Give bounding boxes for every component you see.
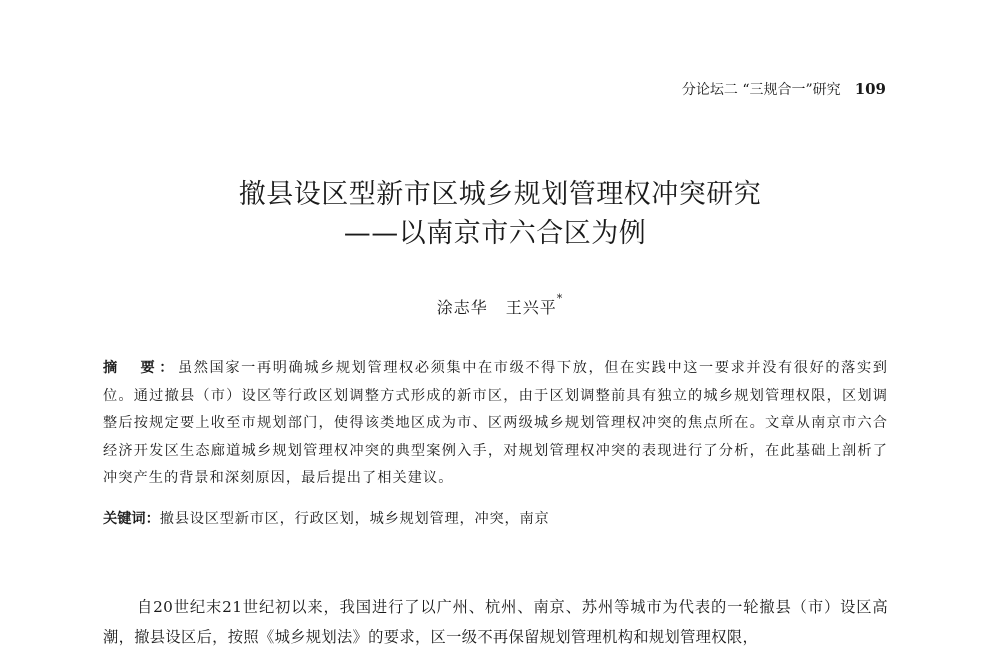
abstract-text: 虽然国家一再明确城乡规划管理权必须集中在市级不得下放，但在实践中这一要求并没有很好的落实到位。通过撤县（市）设区等行政区划调整方式形成的新市区，由于区划调整前具有独立的城乡规划管理权限，区划调整后按规定要上收至市规划部门，使得该类地区成为市、区两级城乡规划管理权冲突的焦点所在。文章从南京市六合经济开发区生态廊道城乡规划管理权冲突的典型案例入手，对规划管理权冲突的表现进行了分析，在此基础上剖析了冲突产生的背景和深刻原因，最后提出了相关建议。 [103,360,888,486]
author-name: 涂志华 [436,298,488,317]
running-head [682,79,886,99]
author-line [0,292,1000,318]
paper-title: 撤县设区型新市区城乡规划管理权冲突研究 [238,179,762,210]
keywords-label: 关键词： [103,511,160,527]
title-block [0,176,1000,254]
author-footnote-mark: * [556,292,564,305]
page-number: 109 [854,80,886,98]
keywords-text: 撤县设区型新市区，行政区划，城乡规划管理，冲突，南京 [159,511,550,527]
paper-subtitle: ——以南京市六合区为例 [343,218,647,249]
body-paragraph: 自20世纪末21世纪初以来，我国进行了以广州、杭州、南京、苏州等城市为代表的一轮撤县（市）设区高潮，撤县设区后，按照《城乡规划法》的要求，区一级不再保留规划管理机构和规划管理权限， [103,598,888,646]
keywords [103,506,888,533]
abstract-label: 摘 要： [103,360,178,376]
running-head-section: 分论坛二 “三规合一”研究 [681,82,841,98]
author-name: 王兴平 [505,298,557,317]
abstract [103,355,888,493]
